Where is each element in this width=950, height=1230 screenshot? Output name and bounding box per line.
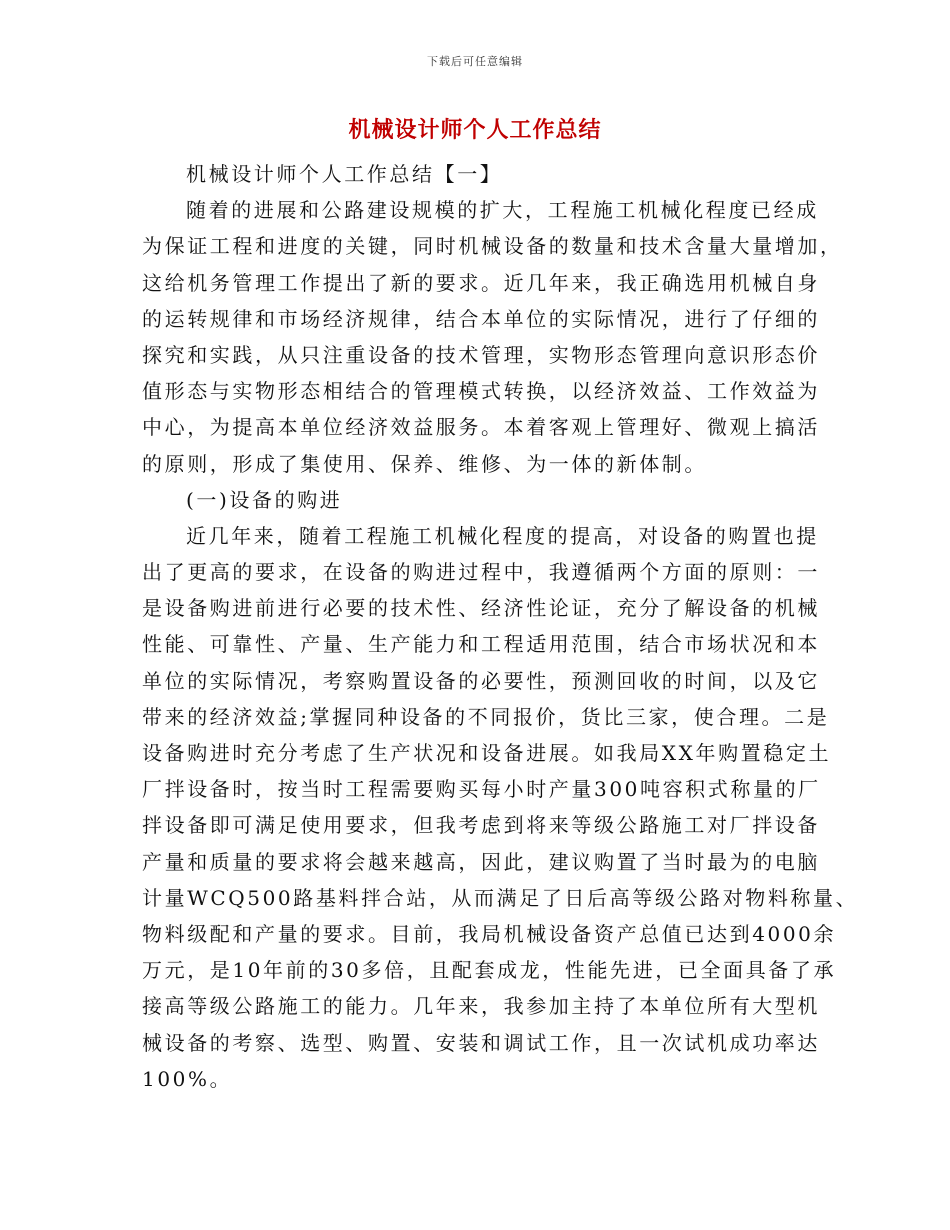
paragraph-line: 拌设备即可满足使用要求，但我考虑到将来等级公路施工对厂拌设备: [142, 813, 820, 838]
paragraph-line: 接高等级公路施工的能力。几年来，我参加主持了本单位所有大型机: [142, 994, 820, 1019]
paragraph-line: 出了更高的要求，在设备的购进过程中，我遵循两个方面的原则：一: [142, 560, 820, 585]
header-note: 下载后可任意编辑: [427, 55, 523, 68]
paragraph-line: 带来的经济效益;掌握同种设备的不同报价，货比三家，使合理。二是: [142, 704, 830, 729]
paragraph-line: 随着的进展和公路建设规模的扩大，工程施工机械化程度已经成: [186, 198, 819, 223]
paragraph-line: 中心，为提高本单位经济效益服务。本着客观上管理好、微观上搞活: [142, 415, 820, 440]
paragraph-line: 物料级配和产量的要求。目前，我局机械设备资产总值已达到4000余: [142, 921, 837, 946]
paragraph-line: 单位的实际情况，考察购置设备的必要性，预测回收的时间，以及它: [142, 668, 820, 693]
paragraph-line: 100%。: [142, 1066, 233, 1091]
paragraph-line: 为保证工程和进度的关键，同时机械设备的数量和技术含量大量增加，: [142, 234, 843, 259]
paragraph-line: 值形态与实物形态相结合的管理模式转换，以经济效益、工作效益为: [142, 379, 820, 404]
paragraph-line: 探究和实践，从只注重设备的技术管理，实物形态管理向意识形态价: [142, 342, 820, 367]
paragraph-line: 的原则，形成了集使用、保养、维修、为一体的新体制。: [142, 451, 707, 476]
paragraph-line: 这给机务管理工作提出了新的要求。近几年来，我正确选用机械自身: [142, 270, 820, 295]
paragraph-line: 性能、可靠性、产量、生产能力和工程适用范围，结合市场状况和本: [142, 632, 820, 657]
paragraph-line: 械设备的考察、选型、购置、安装和调试工作，且一次试机成功率达: [142, 1030, 820, 1055]
section-heading: 机械设计师个人工作总结【一】: [186, 162, 503, 186]
paragraph-line: 近几年来，随着工程施工机械化程度的提高，对设备的购置也提: [186, 523, 819, 548]
paragraph-line: 设备购进时充分考虑了生产状况和设备进展。如我局XX年购置稳定土: [142, 741, 832, 765]
paragraph-line: 是设备购进前进行必要的技术性、经济性论证，充分了解设备的机械: [142, 596, 820, 621]
paragraph-line: 产量和质量的要求将会越来越高，因此，建议购置了当时最为的电脑: [142, 849, 820, 874]
paragraph-line: 计量WCQ500路基料拌合站，从而满足了日后高等级公路对物料称量、: [142, 885, 859, 910]
subsection-heading: (一)设备的购进: [186, 487, 343, 512]
paragraph-line: 厂拌设备时，按当时工程需要购买每小时产量300吨容积式称量的厂: [142, 777, 821, 802]
document-body: [142, 156, 859, 1097]
paragraph-line: 万元，是10年前的30多倍，且配套成龙，性能先进，已全面具备了承: [142, 958, 837, 983]
document-title: 机械设计师个人工作总结: [348, 117, 602, 143]
paragraph-line: 的运转规律和市场经济规律，结合本单位的实际情况，进行了仔细的: [142, 306, 820, 331]
